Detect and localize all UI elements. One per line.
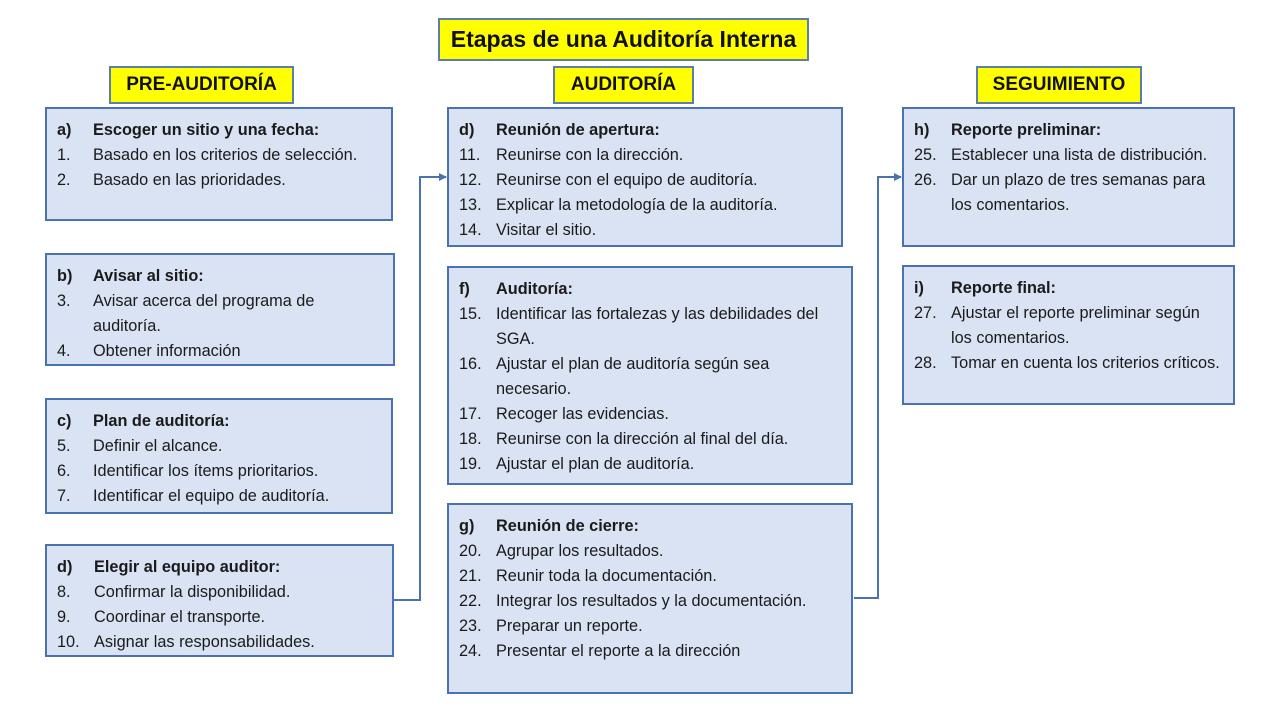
stage-heading <box>459 514 843 539</box>
step-text: Ajustar el plan de auditoría. <box>496 455 695 473</box>
stage-letter: i) <box>914 279 924 297</box>
step-number: 5. <box>57 437 71 455</box>
stage-heading-text: Avisar al sitio: <box>93 267 204 285</box>
stage-heading <box>459 118 833 143</box>
connector-auditoria-to-seguimiento <box>854 177 901 598</box>
stage-heading-text: Reunión de cierre: <box>496 517 639 535</box>
step-item <box>914 168 1225 218</box>
step-text: Confirmar la disponibilidad. <box>94 583 291 601</box>
step-text: Explicar la metodología de la auditoría. <box>496 196 778 214</box>
step-item <box>459 614 843 639</box>
step-number: 9. <box>57 608 71 626</box>
step-text: Establecer una lista de distribución. <box>951 146 1208 164</box>
step-text: Recoger las evidencias. <box>496 405 669 423</box>
step-item <box>459 168 833 193</box>
step-item <box>459 402 843 427</box>
step-text: Reunirse con la dirección. <box>496 146 684 164</box>
stage-box-g <box>447 503 853 694</box>
step-number: 24. <box>459 642 482 660</box>
stage-letter: h) <box>914 121 930 139</box>
step-number: 1. <box>57 146 71 164</box>
step-text: Reunirse con el equipo de auditoría. <box>496 171 758 189</box>
step-number: 13. <box>459 196 482 214</box>
stage-heading <box>57 264 385 289</box>
step-text: Avisar acerca del programa de auditoría. <box>93 292 315 335</box>
stage-box-h <box>902 107 1235 247</box>
step-item <box>459 589 843 614</box>
step-text: Ajustar el reporte preliminar según los comentarios. <box>951 304 1200 347</box>
step-text: Identificar el equipo de auditoría. <box>93 487 330 505</box>
stage-heading <box>57 409 383 434</box>
step-text: Agrupar los resultados. <box>496 542 664 560</box>
step-text: Basado en las prioridades. <box>93 171 286 189</box>
step-number: 23. <box>459 617 482 635</box>
stage-box-a <box>45 107 393 221</box>
step-text: Identificar los ítems prioritarios. <box>93 462 319 480</box>
step-item <box>57 605 384 630</box>
step-number: 22. <box>459 592 482 610</box>
step-item <box>459 639 843 664</box>
step-item <box>57 289 385 339</box>
step-number: 25. <box>914 146 937 164</box>
stage-box-c <box>45 398 393 514</box>
stage-heading <box>459 277 843 302</box>
step-number: 2. <box>57 171 71 189</box>
stage-heading <box>914 276 1225 301</box>
step-number: 6. <box>57 462 71 480</box>
connector-pre-to-auditoria <box>394 177 446 600</box>
stage-heading-text: Elegir al equipo auditor: <box>94 558 281 576</box>
stage-letter: c) <box>57 412 72 430</box>
step-item <box>914 351 1225 376</box>
step-item <box>57 580 384 605</box>
step-number: 19. <box>459 455 482 473</box>
column-header-pre-auditoria: PRE-AUDITORÍA <box>109 66 294 104</box>
step-text: Reunirse con la dirección al final del día. <box>496 430 789 448</box>
stage-box-i <box>902 265 1235 405</box>
step-number: 4. <box>57 342 71 360</box>
stage-letter: b) <box>57 267 73 285</box>
column-header-seguimiento: SEGUIMIENTO <box>976 66 1142 104</box>
step-text: Presentar el reporte a la dirección <box>496 642 741 660</box>
step-text: Tomar en cuenta los criterios críticos. <box>951 354 1220 372</box>
stage-heading-text: Escoger un sitio y una fecha: <box>93 121 320 139</box>
step-text: Visitar el sitio. <box>496 221 597 239</box>
step-number: 8. <box>57 583 71 601</box>
step-text: Preparar un reporte. <box>496 617 643 635</box>
stage-letter: g) <box>459 517 475 535</box>
stage-letter: f) <box>459 280 470 298</box>
step-number: 18. <box>459 430 482 448</box>
stage-box-b <box>45 253 395 366</box>
step-text: Basado en los criterios de selección. <box>93 146 358 164</box>
step-item <box>459 143 833 168</box>
step-text: Ajustar el plan de auditoría según sea necesario. <box>496 355 770 398</box>
step-item <box>914 143 1225 168</box>
diagram-title: Etapas de una Auditoría Interna <box>438 18 809 61</box>
step-text: Integrar los resultados y la documentación. <box>496 592 807 610</box>
step-item <box>57 339 385 364</box>
step-item <box>57 459 383 484</box>
step-text: Identificar las fortalezas y las debilidades del SGA. <box>496 305 819 348</box>
stage-letter: d) <box>459 121 475 139</box>
step-item <box>459 452 843 477</box>
stage-box-d-equipo <box>45 544 394 657</box>
step-item <box>57 630 384 655</box>
step-item <box>57 168 383 193</box>
step-number: 11. <box>459 146 481 164</box>
step-item <box>459 564 843 589</box>
step-item <box>459 427 843 452</box>
stage-heading-text: Reunión de apertura: <box>496 121 660 139</box>
stage-box-f <box>447 266 853 485</box>
step-number: 15. <box>459 305 482 323</box>
step-number: 28. <box>914 354 937 372</box>
stage-heading-text: Plan de auditoría: <box>93 412 230 430</box>
step-number: 26. <box>914 171 937 189</box>
step-text: Coordinar el transporte. <box>94 608 266 626</box>
step-number: 7. <box>57 487 71 505</box>
step-number: 14. <box>459 221 482 239</box>
step-number: 17. <box>459 405 482 423</box>
step-number: 21. <box>459 567 482 585</box>
step-number: 12. <box>459 171 482 189</box>
step-number: 27. <box>914 304 937 322</box>
step-item <box>914 301 1225 351</box>
step-text: Reunir toda la documentación. <box>496 567 717 585</box>
stage-heading <box>57 118 383 143</box>
step-item <box>459 352 843 402</box>
stage-heading-text: Reporte preliminar: <box>951 121 1102 139</box>
column-header-auditoria: AUDITORÍA <box>553 66 694 104</box>
step-item <box>57 484 383 509</box>
step-item <box>459 302 843 352</box>
step-text: Obtener información <box>93 342 241 360</box>
step-number: 3. <box>57 292 71 310</box>
step-item <box>57 143 383 168</box>
step-text: Dar un plazo de tres semanas para los comentarios. <box>951 171 1206 214</box>
step-number: 16. <box>459 355 482 373</box>
stage-letter: d) <box>57 558 73 576</box>
stage-box-d-apertura <box>447 107 843 247</box>
step-text: Definir el alcance. <box>93 437 223 455</box>
step-item <box>57 434 383 459</box>
stage-heading <box>914 118 1225 143</box>
step-item <box>459 218 833 243</box>
step-number: 20. <box>459 542 482 560</box>
step-item <box>459 539 843 564</box>
stage-heading-text: Auditoría: <box>496 280 573 298</box>
stage-heading <box>57 555 384 580</box>
step-text: Asignar las responsabilidades. <box>94 633 315 651</box>
stage-heading-text: Reporte final: <box>951 279 1056 297</box>
stage-letter: a) <box>57 121 72 139</box>
step-item <box>459 193 833 218</box>
step-number: 10. <box>57 633 80 651</box>
